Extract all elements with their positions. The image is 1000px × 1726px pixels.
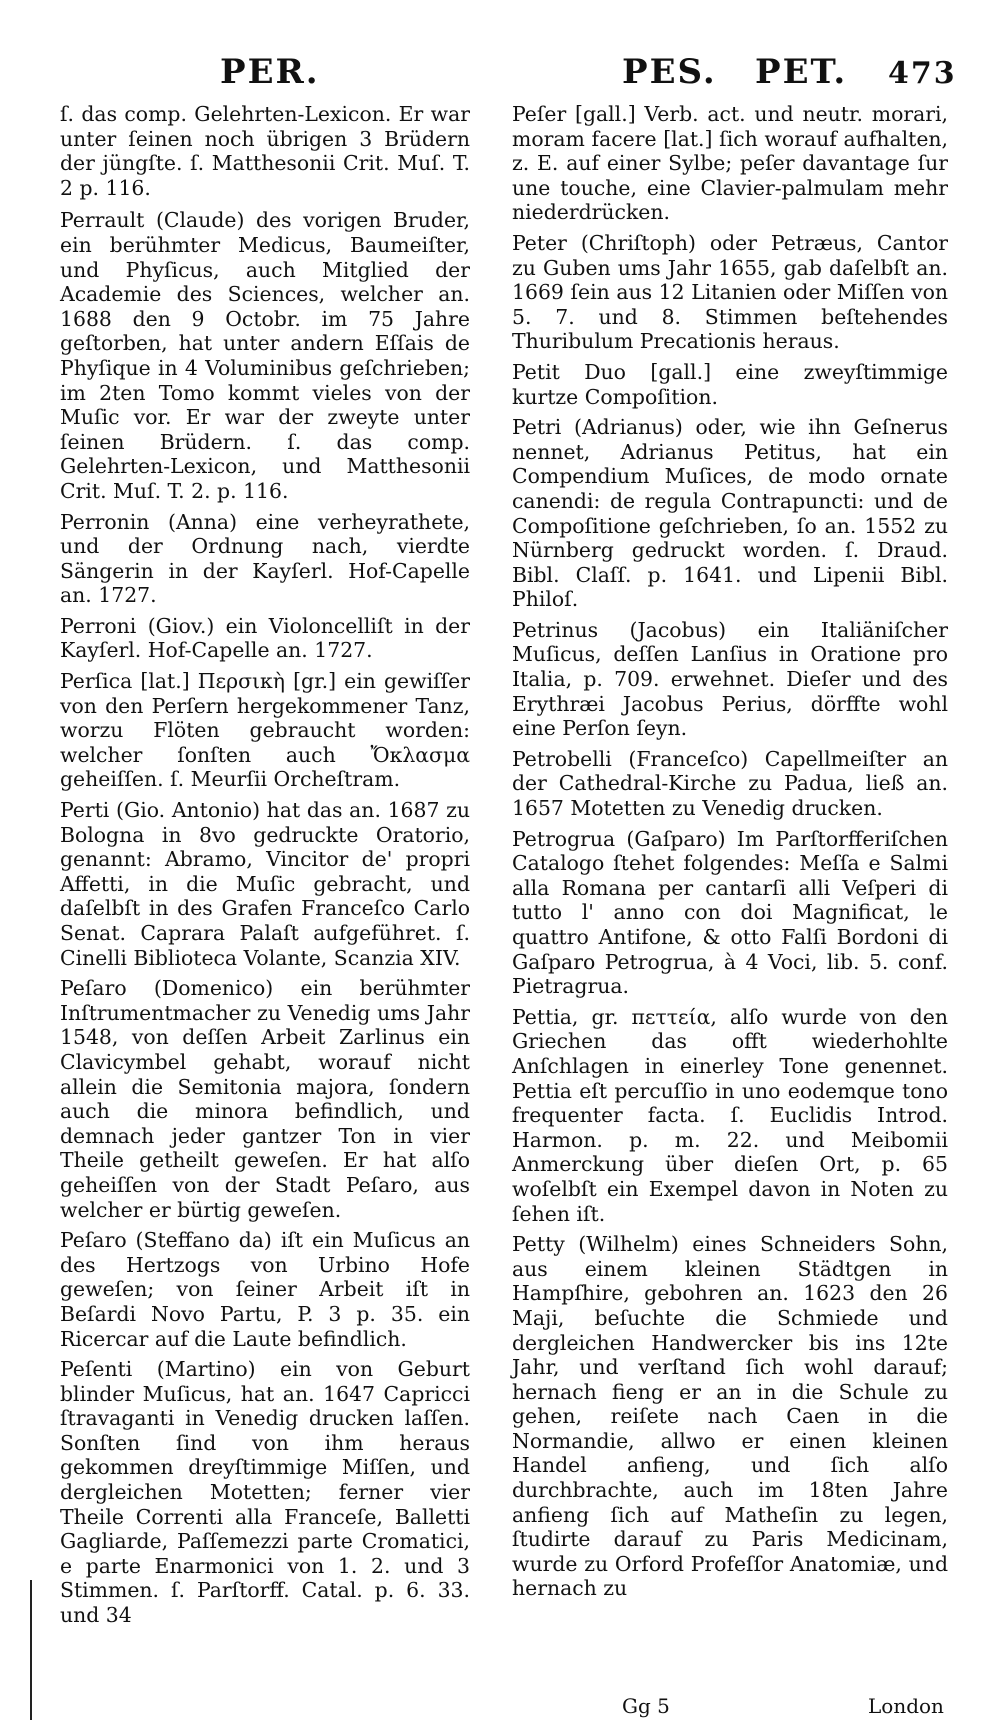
- entry-text: (Chriſtoph) oder Petræus, Cantor zu Guben ums Jahr 1655, gab daſelbſt an. 1669 ſein aus 12 Litanien oder Miſſen von 5. 7. und 8. Stimmen beſtehendes Thuribulum Precationis heraus.: [512, 230, 948, 354]
- running-head-middle-1: PES.: [622, 52, 717, 92]
- entry-text: (Adrianus) oder, wie ihn Geſnerus nennet, Adrianus Petitus, hat ein Compendium Muſices, de modo ornate canendi: de regula Contrapuncti: und de Compoſitione geſchrieben, ſo an. 1552 zu Nürnberg gedruckt worden. ſ. Draud. Bibl. Claſſ. p. 1641. und Lipenii Bibl. Philoſ.: [512, 415, 948, 612]
- entry-text: (Martino) ein von Geburt blinder Muſicus, hat an. 1647 Capricci ſtravaganti in Venedig drucken laſſen. Sonſten ſind von ihm heraus gekommen dreyſtimmige Miſſen, und dergleichen Motetten; ferner vier Theile Correnti alla Franceſe, Balletti Gagliarde, Paſſemezzi parte Cromatici, e parte Enarmonici von 1. 2. und 3 Stimmen. ſ. Parſtorff. Catal. p. 6. 33. und 34: [60, 1357, 470, 1628]
- entry-headword: Peſaro: [60, 1228, 127, 1253]
- entry-headword: Petri: [512, 415, 562, 440]
- running-head-left: PER.: [220, 52, 320, 92]
- entry-text: (Wilhelm) eines Schneiders Sohn, aus einem kleinen Städtgen in Hampſhire, gebohren an. 1623 den 26 Maji, beſuchte die Schmiede und dergleichen Handwercker bis ins 12te Jahr, und verſtand ſich wohl darauf; hernach fieng er an in die Schule zu gehen, reiſete nach Caen in die Normandie, allwo er einen kleinen Handel anfieng, und ſich alſo durchbrachte, auch im 18ten Jahre anfieng ſich auf Matheſin zu legen, ſtudirte darauf zu Paris Medicinam, wurde zu Orford Profeſſor Anatomiæ, und hernach zu: [512, 1232, 948, 1601]
- entry: [512, 415, 948, 612]
- page-number: 473: [888, 56, 957, 91]
- entry-text: (Anna) eine verheyrathete, und der Ordnung nach, vierdte Sängerin in der Kayſerl. Hof-Capelle an. 1727.: [60, 509, 471, 608]
- entry-headword: Petit Duo: [512, 359, 626, 384]
- entry: [512, 360, 948, 409]
- entry: [512, 747, 948, 821]
- entry-headword: Peter: [512, 230, 567, 255]
- entry: [60, 102, 470, 200]
- entry-text: [gall.] Verb. act. und neutr. morari, moram facere [lat.] ſich worauf aufhalten, z. E. auf einer Sylbe; peſer davantage ſur une touche, eine Clavier-palmulam mehr niederdrücken.: [512, 102, 948, 225]
- entry: [512, 618, 948, 741]
- entry-headword: Peſenti: [60, 1357, 133, 1382]
- entry-headword: Perrault: [60, 208, 145, 233]
- entry: [60, 798, 470, 970]
- entry-headword: Perſica: [60, 669, 133, 694]
- entry: [512, 1232, 948, 1601]
- entry-text: (Giov.) ein Violoncelliſt in der Kayſerl. Hof-Capelle an. 1727.: [60, 613, 470, 663]
- entry-text: (Gio. Antonio) hat das an. 1687 zu Bologna in 8vo gedruckte Oratorio, genannt: Abramo, Vincitor de' propri Affetti, in die Muſic gebracht, und daſelbſt in des Grafen Franceſco Carlo Senat. Caprara Palaſt aufgeführet. ſ. Cinelli Biblioteca Volante, Scanzia XIV.: [60, 798, 470, 970]
- entry: [512, 827, 948, 999]
- entry-headword: Perroni: [60, 613, 137, 638]
- margin-rule-line: [30, 1580, 32, 1720]
- catchword: London: [868, 1694, 944, 1718]
- left-column: [60, 102, 470, 1634]
- entry-headword: Peſaro: [60, 976, 127, 1001]
- entry-text: gr. πεττεία, alſo wurde von den Griechen das offt wiederhohlte Anſchlagen in einerley Tone genennet. Pettia eſt percuſſio in uno eodemque tono frequenter facta. ſ. Euclidis Introd. Harmon. p. m. 22. und Meibomii Anmerckung über dieſen Ort, p. 65 woſelbſt ein Exempel davon in Noten zu ſehen iſt.: [512, 1004, 949, 1226]
- entry-text: (Domenico) ein berühmter Inſtrumentmacher zu Venedig ums Jahr 1548, von deſſen Arbeit Zarlinus ein Clavicymbel gehabt, worauf nicht allein die Semitonia majora, ſondern auch die minora befindlich, und demnach jeder gantzer Ton in vier Theile getheilt geweſen. Er hat alſo geheiſſen von der Stadt Peſaro, aus welcher er bürtig geweſen.: [60, 976, 471, 1222]
- entry: [60, 510, 470, 608]
- signature-mark: Gg 5: [622, 1694, 670, 1718]
- entry-text: (Gaſparo) Im Parſtorfferiſchen Catalogo ſtehet folgendes: Meſſa e Salmi alla Romana per cantarſi alli Veſperi di tutto l' anno con doi Magnificat, le quattro Antifone, & otto Falſi Bordoni di Gaſparo Petrogrua, à 4 Voci, lib. 5. conf. Pietragrua.: [512, 826, 948, 999]
- entry-headword: Perronin: [60, 509, 150, 534]
- right-column: [512, 102, 948, 1607]
- entry-text: (Jacobus) ein Italiäniſcher Muſicus, deſſen Lanſius in Oratione pro Italia, p. 709. erwehnet. Dieſer und des Erythræi Jacobus Perius, dörffte wohl eine Perſon ſeyn.: [512, 617, 948, 741]
- entry: [512, 102, 948, 225]
- entry-headword: Pettia,: [512, 1004, 579, 1029]
- entry-headword: Petrinus: [512, 617, 599, 642]
- running-head-middle-2: PET.: [755, 52, 848, 92]
- entry-text: (Franceſco) Capellmeiſter an der Cathedral-Kirche zu Padua, ließ an. 1657 Motetten zu Venedig drucken.: [512, 746, 949, 821]
- entry-headword: Peſer: [512, 102, 567, 126]
- entry-headword: Perti: [60, 798, 110, 823]
- entry-text: ſ. das comp. Gelehrten-Lexicon. Er war unter ſeinen noch übrigen 3 Brüdern der jüngſte. ſ. Matthesonii Crit. Muſ. T. 2 p. 116.: [60, 102, 470, 200]
- entry: [60, 1357, 470, 1628]
- entry: [512, 1005, 948, 1226]
- entry: [60, 1228, 470, 1351]
- entry: [60, 976, 470, 1222]
- entry: [60, 669, 470, 792]
- entry-text: [gall.] eine zweyſtimmige kurtze Compoſition.: [512, 359, 948, 409]
- entry-headword: Petrobelli: [512, 746, 612, 771]
- entry: [60, 614, 470, 663]
- entry-headword: Petty: [512, 1232, 565, 1257]
- entry-text: (Claude) des vorigen Bruder, ein berühmter Medicus, Baumeiſter, und Phyſicus, auch Mitglied der Academie des Sciences, welcher an. 1688 den 9 Octobr. im 75 Jahre geſtorben, hat unter andern Eſſais de Phyſique in 4 Voluminibus geſchrieben; im 2ten Tomo kommt vieles von der Muſic vor. Er war der zweyte unter ſeinen Brüdern. ſ. das comp. Gelehrten-Lexicon, und Matthesonii Crit. Muſ. T. 2. p. 116.: [60, 208, 470, 503]
- entry: [512, 231, 948, 354]
- entry-headword: Petrogrua: [512, 826, 616, 851]
- entry-text: (Steffano da) iſt ein Muſicus an des Hertzogs von Urbino Hofe geweſen; von ſeiner Arbeit iſt in Beſardi Novo Partu, P. 3 p. 35. ein Ricercar auf die Laute befindlich.: [60, 1228, 470, 1351]
- entry-text: [lat.] Περσικὴ [gr.] ein gewiſſer von den Perſern hergekommener Tanz, worzu Flöten gebraucht worden: welcher ſonſten auch Ὄκλασμα geheiſſen. ſ. Meurſii Orcheſtram.: [60, 669, 471, 792]
- entry: [60, 208, 470, 503]
